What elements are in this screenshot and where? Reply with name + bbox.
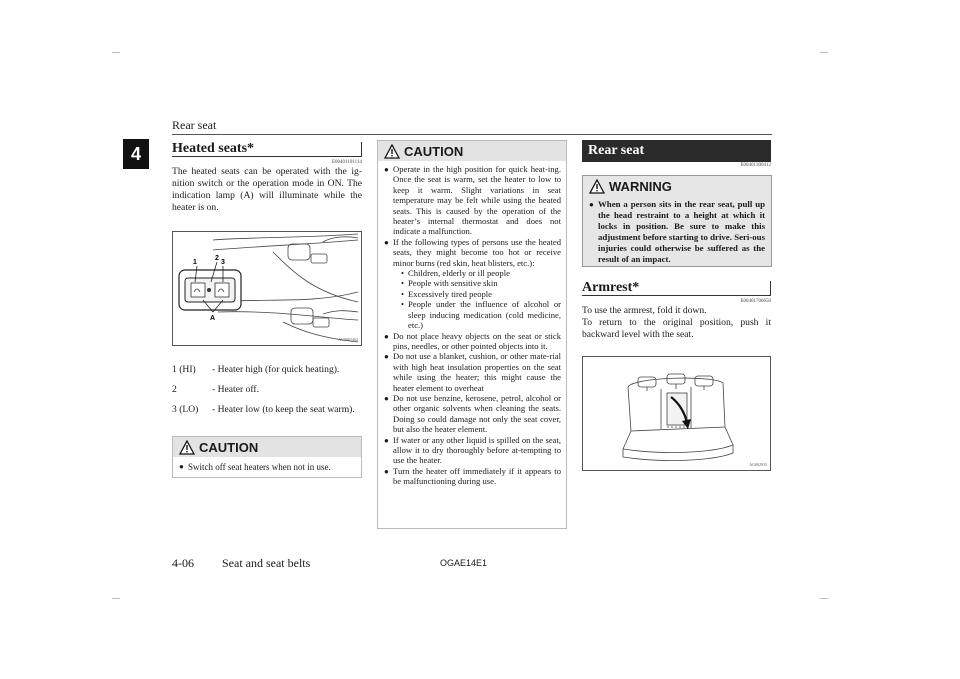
- setting-position: 2: [172, 384, 177, 395]
- page-number: 4-06: [172, 556, 194, 570]
- sub-bullet-icon: •: [401, 288, 405, 299]
- rear-seat-armrest-illustration: [583, 357, 770, 470]
- warning-box: [582, 175, 772, 267]
- crop-mark: [820, 52, 828, 53]
- list-item: [384, 435, 561, 466]
- bullet-icon: ●: [384, 237, 389, 247]
- table-row: [172, 364, 362, 384]
- sub-bullet-icon: •: [401, 278, 405, 289]
- caution-box-middle: [377, 140, 567, 529]
- section-code: E00401101114: [332, 160, 362, 165]
- list-item: [384, 237, 561, 331]
- running-header: Rear seat: [172, 118, 217, 132]
- crop-mark: [820, 598, 828, 599]
- rear-seat-heading: Rear seat: [588, 143, 645, 158]
- bullet-icon: ●: [384, 331, 389, 341]
- caution-text: Operate in the high position for quick heat-ing. Once the seat is warm, set the heater to low to keep it warm. Slight variations in seat temperature may be felt while using the heated seats. This is caused by the operation of the heater’s internal thermostat and does not indicate a malfunction.: [393, 164, 561, 237]
- figure-label: 1: [193, 259, 197, 266]
- heated-seat-switch-figure: [172, 231, 362, 346]
- bullet-icon: ●: [384, 352, 389, 362]
- warning-triangle-icon: [179, 440, 195, 455]
- bullet-icon: ●: [384, 435, 389, 445]
- caution-text: Turn the heater off immediately if it appears to be malfunctioning during use.: [393, 465, 561, 487]
- sub-list-item: [401, 278, 561, 288]
- sub-item-text: Children, elderly or ill people: [408, 268, 510, 279]
- armrest-heading: Armrest*: [582, 280, 640, 295]
- sub-bullet-icon: •: [401, 268, 405, 279]
- warning-header: [583, 176, 771, 196]
- caution-text: Switch off seat heaters when not in use.: [188, 462, 331, 472]
- heater-settings-table: [172, 364, 362, 424]
- sub-list-item: [401, 289, 561, 299]
- document-code: OGAE14E1: [440, 558, 488, 568]
- list-item: [589, 199, 765, 265]
- section-code: E00401700650: [740, 299, 771, 304]
- bullet-icon: ●: [384, 466, 389, 476]
- setting-position: 1 (HI): [172, 364, 196, 375]
- figure-code: AG0002462: [338, 337, 358, 342]
- list-item: [384, 351, 561, 393]
- heated-seats-section: [172, 140, 362, 214]
- caution-body: [173, 457, 361, 473]
- sub-item-text: Excessively tired people: [408, 288, 492, 299]
- caution-text: If the following types of persons use the heated seats, they might become too hot or receive minor burns (red skin, heat blisters, etc.):: [393, 236, 561, 268]
- figure-label: 3: [221, 259, 225, 266]
- heading-rule: [172, 156, 362, 157]
- figure-label: A: [210, 315, 216, 322]
- heading-tick: [361, 142, 362, 156]
- header-rule: [172, 134, 772, 135]
- crop-mark: [112, 598, 120, 599]
- table-row: [172, 404, 362, 424]
- rear-seat-heading-band: [582, 140, 771, 162]
- chapter-tab: 4: [123, 139, 149, 169]
- armrest-figure: [582, 356, 771, 471]
- bullet-icon: ●: [384, 165, 389, 174]
- heated-seats-heading: Heated seats*: [172, 141, 255, 156]
- section-code: E00401300412: [740, 163, 771, 168]
- caution-title: CAUTION: [199, 439, 259, 455]
- sub-bullet-icon: •: [401, 299, 405, 310]
- setting-description: - Heater high (for quick heating).: [212, 364, 340, 375]
- figure-label: 2: [215, 255, 219, 262]
- sub-list-item: [401, 299, 561, 330]
- crop-mark: [112, 52, 120, 53]
- heading-rule: [582, 295, 771, 296]
- chapter-title: Seat and seat belts: [222, 556, 311, 570]
- heated-seats-intro: The heated seats can be operated with the ig-nition switch or the operation mode in ON. The indication lamp (A) will illuminate while the heater is on.: [172, 166, 362, 213]
- warning-triangle-icon: [589, 179, 605, 194]
- caution-body: [378, 161, 566, 487]
- armrest-text-2: To return to the original position, push it backward level with the seat.: [582, 317, 771, 340]
- sub-item-text: People with sensitive skin: [408, 278, 498, 289]
- setting-description: - Heater off.: [212, 384, 259, 395]
- caution-text: Do not place heavy objects on the seat or stick pins, needles, or other pointed objects into it.: [393, 330, 561, 351]
- heading-tick: [770, 281, 771, 295]
- caution-box-left: [172, 436, 362, 478]
- list-item: [384, 393, 561, 435]
- sub-list-item: [401, 268, 561, 278]
- caution-text: Do not use benzine, kerosene, petrol, alcohol or other organic solvents when cleaning the seats. Doing so could damage not only the seat cover, but also the heater element.: [393, 392, 561, 435]
- caution-header: [378, 141, 566, 161]
- caution-text: Do not use a blanket, cushion, or other mate-rial with high heat insulation properties on the seat while using the heater; this might cause the heater element to overheat: [393, 351, 561, 393]
- warning-triangle-icon: [384, 144, 400, 159]
- warning-title: WARNING: [609, 178, 672, 194]
- sub-item-text: People under the influence of alcohol or sleep inducing medication (cold medicine, etc.): [408, 299, 561, 331]
- armrest-text-1: To use the armrest, fold it down.: [582, 305, 707, 316]
- caution-header: [173, 437, 361, 457]
- armrest-section: [582, 279, 771, 341]
- caution-title: CAUTION: [404, 143, 464, 159]
- caution-text: If water or any other liquid is spilled on the seat, allow it to dry thoroughly before at-tempting to use the heater.: [393, 434, 561, 466]
- list-item: [384, 331, 561, 352]
- list-item: [179, 461, 355, 473]
- warning-text: When a person sits in the rear seat, pull up the head restraint to a height at which it locks in position. Be sure to make this adjustment before starting to drive. Seri-ous injuries could otherwise be suffered as the result of an impact.: [598, 199, 765, 264]
- bullet-icon: ●: [179, 462, 184, 471]
- figure-code: AG002933: [749, 462, 767, 467]
- bullet-icon: ●: [384, 393, 389, 403]
- warning-body: [583, 196, 771, 265]
- table-row: [172, 384, 362, 404]
- setting-position: 3 (LO): [172, 404, 199, 415]
- list-item-body: [393, 237, 561, 331]
- setting-description: - Heater low (to keep the seat warm).: [212, 404, 355, 415]
- list-item: [384, 164, 561, 237]
- bullet-icon: ●: [589, 200, 594, 209]
- list-item: [384, 466, 561, 487]
- heated-seat-switch-illustration: [173, 232, 361, 345]
